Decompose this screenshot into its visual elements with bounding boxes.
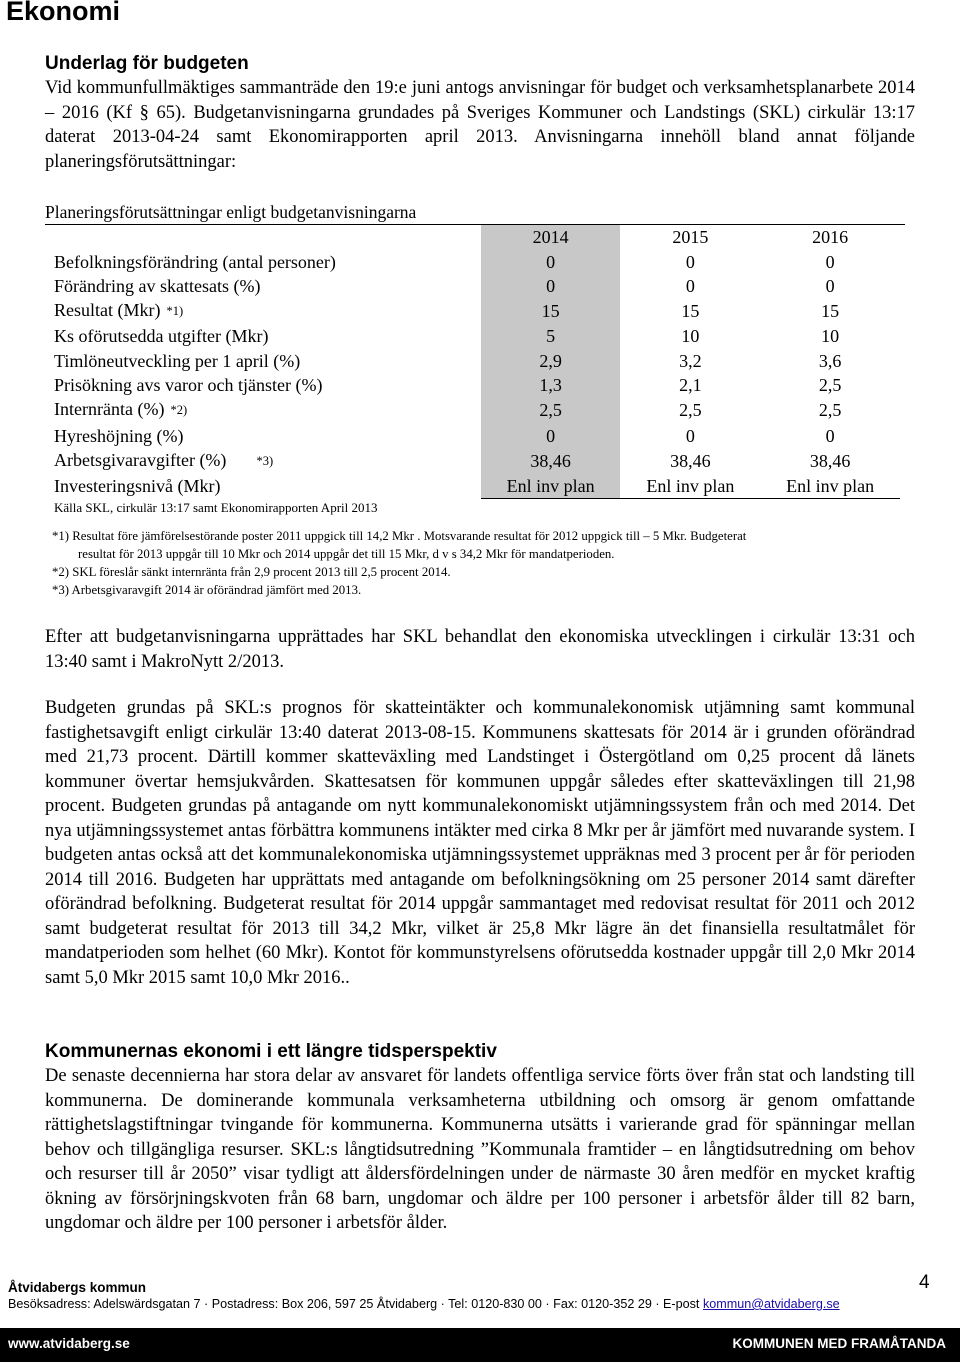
skl-update-paragraph: Efter att budgetanvisningarna upprättades har SKL behandlat den ekonomiska utvecklingen i cirkulär 13:31 och 13:40 samt i MakroNytt 2/2013. — [45, 627, 915, 672]
page-number: 4 — [919, 1272, 930, 1293]
footer-bar — [0, 1328, 960, 1362]
table-source: Källa SKL, cirkulär 13:17 samt Ekonomirapporten April 2013 — [54, 500, 378, 516]
row-label: Hyreshöjning (%) — [54, 425, 184, 446]
address-text: Besöksadress: Adelswärdsgatan 7 · Postadress: Box 206, 597 25 Åtvidaberg · Tel: 0120-830 00 · Fax: 0120-352 29 · E-post — [8, 1297, 703, 1311]
table-row — [45, 423, 900, 447]
long-term-paragraph: De senaste decennierna har stora delar av ansvaret för landets offentliga service förts över från stat och landsting till kommunerna. De dominerande kommunala verksamheterna utbildning och omsorg är genom omfattande rättighetslagstiftningar tvingande för kommunerna. Kommunerna utsätts i varierande grad för spänningar mellan behov och tillgängliga resurser. SKL:s långtidsutredning ”Kommunala framtider – en långtidsutredning om behov och resurser till år 2050” visar tydligt att åldersfördelningen under de närmaste 30 åren medför en mycket kraftig ökning av försörjningskvoten från 68 barn, ungdomar och äldre per 100 personer i arbetsför ålder till 82 barn, ungdomar och äldre per 100 personer i arbetsför ålder. — [45, 1066, 915, 1233]
footnote-1: *1) Resultat före jämförelsestörande poster 2011 uppgick till 14,2 Mkr . Motsvarande resultat för 2012 uppgick till – 5 Mkr. Budgeterat — [52, 529, 747, 543]
cell-value: 0 — [481, 423, 621, 447]
cell-value: 5 — [481, 324, 621, 348]
cell-value: 0 — [685, 425, 695, 446]
intro-paragraph: Vid kommunfullmäktiges sammanträde den 19:e juni antogs anvisningar för budget och verksamhetsplanarbete 2014 – 2016 (Kf § 65). Budgetanvisningarna grundades på Sveriges Kommuner och Landstings (SKL) cirkulär 13:17 daterat 2013-04-24 samt Ekonomirapporten april 2013. Anvisningarna innehöll bland annat följande planeringsförutsättningar: — [45, 78, 915, 172]
footnote-marker: *2) — [170, 403, 188, 418]
budget-basis-block — [45, 696, 915, 990]
table-row — [45, 448, 900, 474]
cell-value: 38,46 — [670, 450, 711, 471]
footnotes — [52, 527, 912, 599]
footnote-1-continued: resultat för 2013 uppgår till 10 Mkr och 2014 uppgår det till 15 Mkr, d v s 34,2 Mkr för mandatperioden. — [78, 547, 615, 561]
footer-org-name: Åtvidabergs kommun — [8, 1280, 147, 1295]
cell-value: 1,3 — [481, 373, 621, 397]
cell-value: 2,9 — [481, 349, 621, 373]
cell-value: 0 — [825, 425, 835, 446]
footnote-marker: *3) — [256, 453, 274, 468]
footer-address — [8, 1297, 840, 1311]
budget-basis-section — [45, 52, 915, 174]
cell-value: 10 — [821, 326, 840, 347]
cell-value: 38,46 — [481, 448, 621, 474]
long-term-section — [45, 1040, 915, 1236]
cell-value: 15 — [481, 298, 621, 324]
table-row — [45, 274, 900, 298]
row-label: Prisökning avs varor och tjänster (%) — [54, 375, 323, 396]
table-row — [45, 324, 900, 348]
planning-table-block — [45, 200, 905, 517]
website-link[interactable]: www.atvidaberg.se — [8, 1336, 130, 1351]
cell-value: 2,1 — [679, 375, 702, 396]
table-row — [45, 397, 900, 423]
email-link[interactable]: kommun@atvidaberg.se — [702, 1297, 840, 1311]
cell-value: 38,46 — [809, 450, 851, 471]
row-label: Investeringsnivå (Mkr) — [54, 476, 221, 497]
table-row — [45, 349, 900, 373]
page-title: Ekonomi — [6, 0, 121, 26]
footnote-marker: *1) — [166, 304, 184, 319]
cell-value: 2,5 — [818, 400, 842, 421]
year-header: 2015 — [672, 227, 709, 248]
cell-value: 0 — [825, 251, 835, 272]
table-row — [45, 373, 900, 397]
cell-value: Enl inv plan — [760, 474, 900, 499]
footnote-3: *3) Arbetsgivaravgift 2014 är oförändrad jämfört med 2013. — [52, 583, 362, 597]
row-label: Förändring av skattesats (%) — [54, 275, 261, 296]
row-label: Befolkningsförändring (antal personer) — [54, 251, 336, 272]
cell-value: 15 — [681, 301, 700, 322]
table-row — [45, 474, 900, 499]
section-heading: Kommunernas ekonomi i ett längre tidsperspektiv — [45, 1041, 497, 1062]
cell-value: 10 — [681, 326, 700, 347]
cell-value: 2,5 — [679, 400, 702, 421]
row-label: Resultat (Mkr) *1) — [54, 300, 184, 321]
cell-value: 15 — [821, 301, 840, 322]
cell-value: 0 — [481, 249, 621, 273]
row-label: Arbetsgivaravgifter (%) *3) — [54, 449, 274, 470]
cell-value: 3,2 — [679, 350, 702, 371]
table-caption: Planeringsförutsättningar enligt budgetanvisningarna — [45, 202, 417, 222]
budget-basis-paragraph: Budgeten grundas på SKL:s prognos för skatteintäkter och kommunalekonomisk utjämning samt kommunal fastighetsavgift enligt cirkulär 13:40 daterat 2013-08-15. Kommunens skattesats för 2014 är i grunden oförändrad med 21,73 procent. Därtill kommer skatteväxling med Landstinget i Östergötland om 0,25 procent då länets kommuner övertar hemsjukvården. Skattesatsen för kommunen uppgår således efter skatteväxlingen till 21,98 procent. Budgeten grundas på antagande om nytt kommunalekonomiskt utjämningssystem från och med 2014. Det nya utjämningssystemet antas förbättra kommunens intäkter med cirka 8 Mkr per år jämfört med nuvarande system. I budgeten antas också att det kommunalekonomiska utjämningssystemet uppräknas med 3 procent per år för perioden 2014 till 2016. Budgeten har upprättats med antagande om befolkningsökning om 25 personer 2014 samt därefter oförändrad befolkning. Budgeterat resultat för 2014 uppgår sammantaget med redovisat resultat för 2011 och 2012 samt budgeterat resultat för 2013 till 34,2 Mkr, vilket är 25,8 Mkr lägre än det finansiella resultatmålet för mandatperioden som helhet (60 Mkr). Kontot för kommunstyrelsens oförutsedda kostnader uppgår till 2,0 Mkr 2014 samt 5,0 Mkr 2015 samt 10,0 Mkr 2016.. — [45, 698, 915, 988]
footer-slogan: KOMMUNEN MED FRAMÅTANDA — [732, 1336, 946, 1351]
cell-value: 0 — [685, 275, 695, 296]
cell-value: Enl inv plan — [620, 474, 760, 499]
footnote-2: *2) SKL föreslår sänkt internränta från 2,9 procent 2013 till 2,5 procent 2014. — [52, 565, 451, 579]
year-header: 2014 — [481, 225, 621, 249]
cell-value: 0 — [825, 275, 835, 296]
year-header: 2016 — [812, 227, 849, 248]
table-header-row — [45, 225, 900, 249]
cell-value: 2,5 — [818, 375, 842, 396]
section-heading: Underlag för budgeten — [45, 53, 249, 74]
table-row — [45, 298, 900, 324]
skl-update-block — [45, 625, 915, 674]
cell-value: 0 — [685, 251, 695, 272]
table-row — [45, 249, 900, 273]
row-label: Timlöneutveckling per 1 april (%) — [54, 350, 301, 371]
row-label: Ks oförutsedda utgifter (Mkr) — [54, 326, 269, 347]
cell-value: 2,5 — [481, 397, 621, 423]
header-empty-cell — [45, 225, 481, 249]
planning-table — [45, 225, 900, 499]
cell-value: 0 — [481, 274, 621, 298]
cell-value: Enl inv plan — [481, 474, 621, 499]
row-label: Internränta (%) *2) — [54, 399, 188, 420]
cell-value: 3,6 — [818, 350, 842, 371]
